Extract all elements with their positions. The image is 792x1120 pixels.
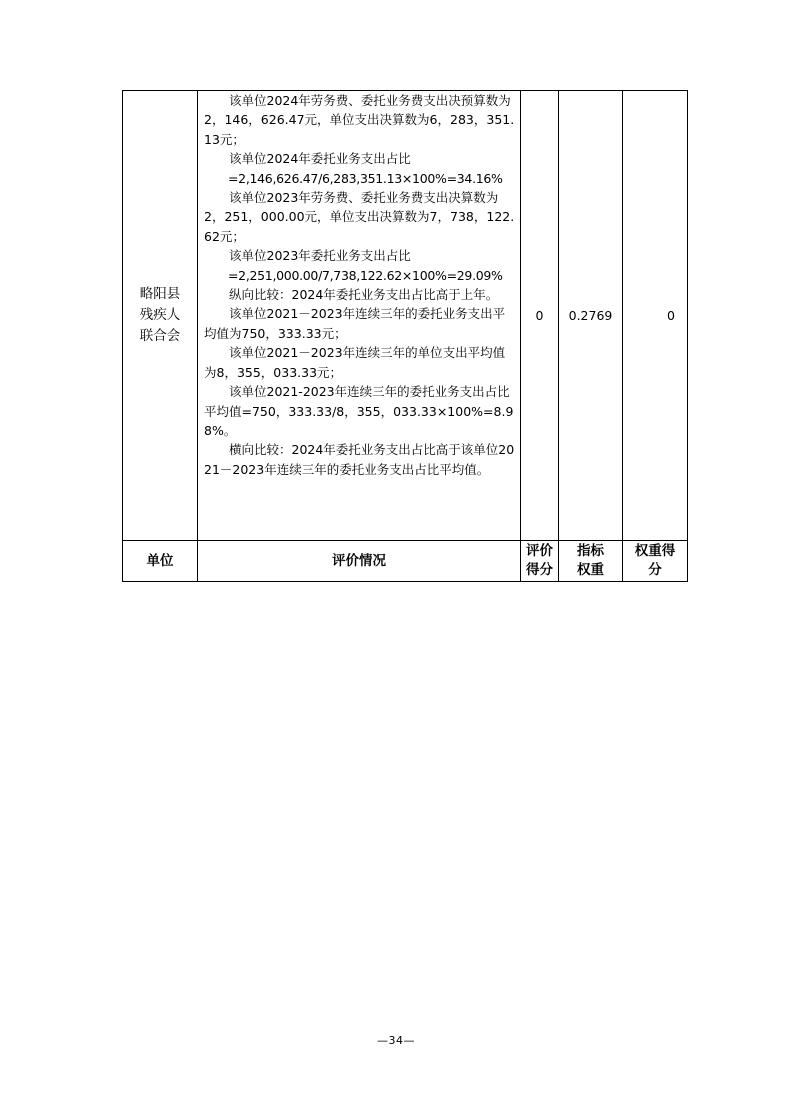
evaluation-formula: =2,146,626.47/6,283,351.13×100%=34.16% <box>228 170 503 186</box>
header-weight <box>559 541 623 582</box>
header-weighted-line: 分 <box>648 562 662 578</box>
evaluation-paragraph: 横向比较：2024年委托业务支出占比高于该单位2021－2023年连续三年的委托业务支出占比平均值。 <box>204 442 515 477</box>
evaluation-paragraph: 该单位2024年劳务费、委托业务费支出决预算数为2，146，626.47元，单位支出决算数为6，283，351.13元； <box>204 93 515 147</box>
header-unit: 单位 <box>123 541 198 582</box>
evaluation-formula: =2,251,000.00/7,738,122.62×100%=29.09% <box>228 267 503 283</box>
header-weight-line: 指标 <box>577 543 604 559</box>
unit-name-line: 略阳县 <box>139 286 181 302</box>
evaluation-paragraph: 该单位2021－2023年连续三年的委托业务支出平均值为750，333.33元； <box>204 306 506 341</box>
evaluation-paragraph: 纵向比较：2024年委托业务支出占比高于上年。 <box>229 287 499 303</box>
evaluation-paragraph: 该单位2024年委托业务支出占比 <box>229 151 411 167</box>
header-weighted-line: 权重得 <box>634 543 676 559</box>
weighted-score-cell: 0 <box>623 91 688 541</box>
evaluation-paragraph: 该单位2021－2023年连续三年的单位支出平均值为8，355，033.33元； <box>204 345 506 380</box>
unit-name-line: 联合会 <box>139 328 181 344</box>
table-header-row <box>123 541 688 582</box>
table-row <box>123 91 688 541</box>
evaluation-table <box>122 90 688 582</box>
evaluation-score-cell: 0 <box>521 91 559 541</box>
header-weight-line: 权重 <box>577 562 604 578</box>
evaluation-description-cell <box>198 91 521 541</box>
evaluation-paragraph: 该单位2023年劳务费、委托业务费支出决算数为2，251，000.00元，单位支出决算数为7，738，122.62元； <box>204 190 515 244</box>
unit-name-line: 残疾人 <box>139 307 181 323</box>
indicator-weight-cell: 0.2769 <box>559 91 623 541</box>
header-score-line: 评价 <box>526 543 553 559</box>
header-weighted-score <box>623 541 688 582</box>
page-number: —34— <box>377 1034 415 1047</box>
evaluation-paragraph: 该单位2023年委托业务支出占比 <box>229 248 411 264</box>
header-evaluation: 评价情况 <box>198 541 521 582</box>
evaluation-paragraph: 该单位2021-2023年连续三年的委托业务支出占比平均值=750，333.33/8，355，033.33×100%=8.98%。 <box>204 384 514 438</box>
header-score <box>521 541 559 582</box>
unit-name-cell <box>123 91 198 541</box>
header-score-line: 得分 <box>526 562 553 578</box>
